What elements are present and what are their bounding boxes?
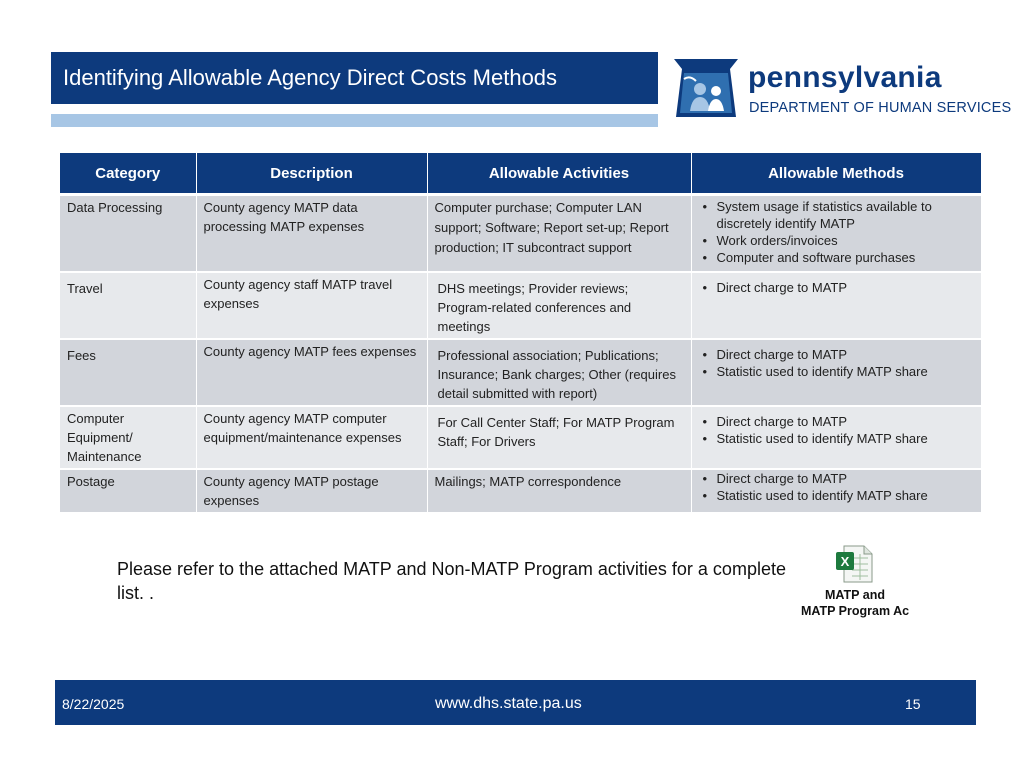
cell-activities: DHS meetings; Provider reviews; Program-related conferences and meetings (427, 272, 691, 339)
footer-date: 8/22/2025 (62, 696, 125, 712)
table-row (60, 406, 981, 469)
cell-activities: For Call Center Staff; For MATP Program Staff; For Drivers (427, 406, 691, 469)
cell-methods (691, 339, 981, 406)
page-number: 15 (905, 696, 921, 712)
svg-text:X: X (840, 554, 850, 569)
cell-category: Postage (60, 469, 196, 513)
table-row (60, 195, 981, 272)
activities-text: Computer purchase; Computer LAN support; Software; Report set-up; Report production; IT subcontract support (434, 200, 669, 255)
allowable-costs-table (60, 153, 982, 514)
excel-file-icon[interactable] (834, 544, 874, 584)
method-item: • System usage if statistics available to discretely identify MATP (699, 198, 974, 232)
logo-brand-text: pennsylvania (748, 61, 942, 94)
header-activities: Allowable Activities (427, 153, 691, 195)
method-item: • Statistic used to identify MATP share (699, 487, 974, 504)
cell-description: County agency staff MATP travel expenses (196, 272, 427, 339)
slide-title: Identifying Allowable Agency Direct Costs Methods (51, 52, 658, 104)
header-methods: Allowable Methods (691, 153, 981, 195)
cell-activities: Professional association; Publications; Insurance; Bank charges; Other (requires detail submitted with report) (427, 339, 691, 406)
method-item: • Direct charge to MATP (699, 346, 974, 363)
title-accent-bar (51, 114, 658, 127)
cell-category: Travel (60, 272, 196, 339)
cell-description: County agency MATP fees expenses (196, 339, 427, 406)
cell-description: County agency MATP data processing MATP expenses (196, 195, 427, 272)
method-item: • Direct charge to MATP (699, 413, 974, 430)
attachment-label-line1: MATP and (825, 588, 885, 602)
table-row (60, 469, 981, 513)
attachment-label[interactable] (800, 587, 910, 619)
logo-dept-text: DEPARTMENT OF HUMAN SERVICES (749, 100, 1012, 116)
table-row (60, 272, 981, 339)
cell-category: Fees (60, 339, 196, 406)
cell-description: County agency MATP postage expenses (196, 469, 427, 513)
slide-footer (55, 680, 976, 725)
table-row (60, 339, 981, 406)
cell-category: Computer Equipment/ Maintenance (60, 406, 196, 469)
cell-methods (691, 469, 981, 513)
header-description: Description (196, 153, 427, 195)
header-category: Category (60, 153, 196, 195)
cell-methods (691, 406, 981, 469)
table-header-row (60, 153, 981, 195)
method-item: • Computer and software purchases (699, 249, 974, 266)
attachment-label-line2: MATP Program Ac (800, 604, 910, 618)
method-item: • Direct charge to MATP (699, 279, 974, 296)
reference-note: Please refer to the attached MATP and Non-MATP Program activities for a complete list. . (117, 559, 786, 603)
method-item: • Direct charge to MATP (699, 470, 974, 487)
cell-activities: Mailings; MATP correspondence (427, 469, 691, 513)
footer-url[interactable]: www.dhs.state.pa.us (435, 695, 582, 712)
cell-category: Data Processing (60, 195, 196, 272)
cell-description: County agency MATP computer equipment/maintenance expenses (196, 406, 427, 469)
cell-methods (691, 272, 981, 339)
method-item: • Statistic used to identify MATP share (699, 430, 974, 447)
method-item: • Work orders/invoices (699, 232, 974, 249)
cell-methods (691, 195, 981, 272)
method-item: • Statistic used to identify MATP share (699, 363, 974, 380)
keystone-family-icon (670, 55, 742, 125)
pa-dhs-logo (670, 55, 1012, 125)
cell-activities (427, 195, 691, 272)
